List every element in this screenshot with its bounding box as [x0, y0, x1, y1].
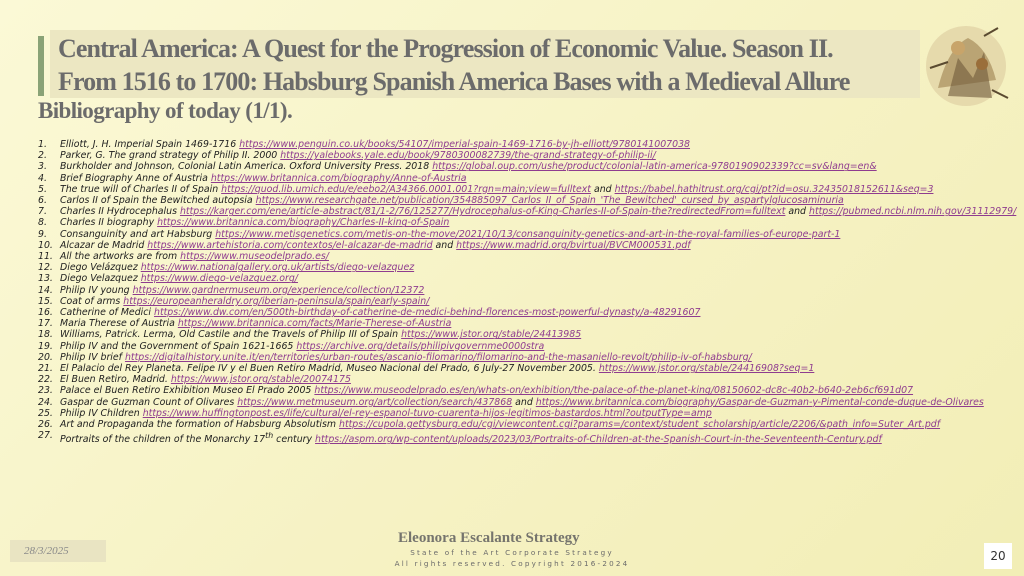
reference-link[interactable]: https://www.penguin.co.uk/books/54107/imperial-spain-1469-1716-by-jh-elliott/9780141007038	[239, 139, 691, 150]
reference-text: Elliott, J. H. Imperial Spain 1469-1716	[60, 139, 240, 150]
bibliography-item	[38, 408, 1024, 419]
reference-text: Brief Biography Anne of Austria	[60, 172, 211, 184]
item-number: 8.	[38, 217, 47, 229]
reference-text: Parker, G. The grand strategy of Philip II. 2000	[60, 150, 281, 162]
decorative-illustration-icon	[918, 18, 1014, 114]
bibliography-item	[38, 262, 1024, 273]
item-number: 10.	[38, 239, 53, 251]
item-number: 11.	[38, 251, 53, 263]
item-number: 23.	[38, 385, 53, 397]
item-number: 16.	[38, 307, 53, 319]
section-subtitle: Bibliography of today (1/1).	[38, 98, 293, 123]
reference-text: century	[273, 434, 316, 446]
item-number: 9.	[38, 228, 47, 240]
reference-link[interactable]: https://digitalhistory.unite.it/en/territories/urban-routes/ascanio-filomarino/filomarino-and-the-masaniello-revolt/philip-iv-of-habsburg/	[124, 351, 752, 363]
title-line-2: From 1516 to 1700: Habsburg Spanish America Bases with a Medieval Allure	[58, 67, 850, 96]
reference-link[interactable]: https://archive.org/details/philipivgovernme0000stra	[296, 340, 545, 352]
bibliography-item	[38, 430, 1024, 445]
bibliography-item	[38, 206, 1020, 217]
item-number: 14.	[38, 284, 53, 296]
item-number: 4.	[38, 172, 47, 184]
reference-link[interactable]: https://www.britannica.com/facts/Marie-Therese-of-Austria	[177, 318, 452, 330]
bibliography-item	[38, 139, 1024, 150]
reference-text: Williams, Patrick. Lerma, Old Castile and the Travels of Philip III of Spain	[60, 329, 402, 341]
item-number: 1.	[38, 139, 47, 150]
footer-tagline: State of the Art Corporate Strategy	[410, 548, 614, 557]
reference-link[interactable]: https://www.gardnermuseum.org/experience/collection/12372	[132, 284, 425, 296]
item-number: 5.	[38, 183, 47, 195]
bibliography-item	[38, 385, 1024, 396]
item-number: 7.	[38, 206, 47, 218]
item-number: 27.	[38, 430, 53, 442]
bibliography-item	[38, 229, 1024, 240]
item-number: 24.	[38, 396, 53, 408]
page-number: 20	[984, 543, 1012, 569]
bibliography-item	[38, 419, 1020, 430]
footer-author: Eleonora Escalante Strategy	[398, 530, 580, 546]
item-number: 19.	[38, 340, 53, 352]
reference-text: and	[512, 396, 536, 408]
bibliography-item	[38, 251, 1024, 262]
bibliography-item	[38, 341, 1024, 352]
reference-link[interactable]: https://www.museodelprado.es/en/whats-on/exhibition/the-palace-of-the-planet-king/08150602-dc8c-40b2-b640-2eb6cf691d07	[314, 385, 914, 397]
item-number: 15.	[38, 295, 53, 307]
reference-text: Philip IV young	[60, 284, 133, 296]
title-accent-bar	[38, 36, 44, 96]
reference-text: Art and Propaganda the formation of Habsburg Absolutism	[60, 419, 339, 431]
bibliography-item	[38, 217, 1024, 228]
reference-link[interactable]: https://babel.hathitrust.org/cgi/pt?id=osu.32435018152611&seq=3	[614, 183, 934, 195]
reference-text: The true will of Charles II of Spain	[60, 183, 222, 195]
item-number: 26.	[38, 419, 53, 431]
reference-link[interactable]: https://www.diego-velazquez.org/	[140, 273, 298, 285]
bibliography-item	[38, 307, 1024, 318]
bibliography-item	[38, 374, 1024, 385]
item-number: 2.	[38, 150, 47, 162]
item-number: 3.	[38, 161, 47, 173]
reference-text: Maria Therese of Austria	[60, 318, 178, 330]
reference-link[interactable]: https://www.huffingtonpost.es/life/cultural/el-rey-espanol-tuvo-cuarenta-hijos-legitimos-bastardos.html?outputType=amp	[142, 407, 712, 419]
reference-text: Portraits of the children of the Monarchy 17	[60, 434, 266, 446]
reference-link[interactable]: https://www.dw.com/en/500th-birthday-of-catherine-de-medici-behind-florences-most-powerful-dynasty/a-48291607	[154, 307, 701, 319]
reference-link[interactable]: https://aspm.org/wp-content/uploads/2023/03/Portraits-of-Children-at-the-Spanish-Court-in-the-Seventeenth-Century.pdf	[315, 434, 882, 446]
bibliography-item	[38, 397, 1020, 408]
bibliography-item	[38, 352, 1024, 363]
bibliography-item	[38, 285, 1024, 296]
reference-text: Coat of arms	[60, 295, 124, 307]
reference-link[interactable]: https://www.nationalgallery.org.uk/artists/diego-velazquez	[140, 262, 415, 274]
reference-text: Philip IV and the Government of Spain 1621-1665	[60, 340, 297, 352]
superscript-text: th	[265, 431, 274, 441]
bibliography-item	[38, 184, 1024, 195]
footer-copyright: All rights reserved. Copyright 2016-2024	[394, 559, 630, 568]
item-number: 13.	[38, 273, 53, 285]
reference-link[interactable]: https://global.oup.com/ushe/product/colonial-latin-america-9780190902339?cc=sv&lang=en&	[432, 161, 877, 173]
item-number: 21.	[38, 363, 53, 375]
bibliography-item	[38, 318, 1024, 329]
reference-text: El Buen Retiro, Madrid.	[60, 374, 171, 386]
reference-link[interactable]: https://www.britannica.com/biography/Anne-of-Austria	[210, 172, 467, 184]
reference-link[interactable]: https://www.jstor.org/stable/24416908?seq=1	[598, 363, 815, 375]
slide-title	[58, 32, 938, 98]
reference-text: and	[785, 206, 809, 218]
item-number: 22.	[38, 374, 53, 386]
reference-text: Philip IV Children	[60, 407, 143, 419]
reference-text: Philip IV brief	[60, 351, 125, 363]
reference-text: Catherine of Medici	[60, 307, 154, 319]
bibliography-item	[38, 173, 1024, 184]
reference-link[interactable]: https://www.metisgenetics.com/metis-on-the-move/2021/10/13/consanguinity-genetics-and-art-in-the-royal-families-of-europe-part-1	[215, 228, 841, 240]
reference-link[interactable]: https://www.britannica.com/biography/Charles-II-king-of-Spain	[157, 217, 450, 229]
reference-text: and	[590, 183, 615, 195]
reference-text: Diego Velazquez	[60, 273, 141, 285]
item-number: 6.	[38, 195, 47, 207]
title-line-1: Central America: A Quest for the Progression of Economic Value. Season II.	[58, 34, 833, 63]
reference-link[interactable]: https://www.metmuseum.org/art/collection/search/437868	[237, 396, 513, 408]
reference-link[interactable]: https://www.researchgate.net/publication/354885097_Carlos_II_of_Spain_'The_Bewitched'_cursed_by_aspartylglucosaminuria	[255, 195, 844, 207]
bibliography-item	[38, 150, 1024, 161]
reference-link[interactable]: https://www.madrid.org/bvirtual/BVCM000531.pdf	[456, 239, 691, 251]
reference-link[interactable]: https://quod.lib.umich.edu/e/eebo2/A34366.0001.001?rgn=main;view=fulltext	[221, 183, 591, 195]
reference-link[interactable]: https://www.museodelprado.es/	[180, 251, 329, 263]
reference-link[interactable]: https://europeanheraldry.org/iberian-peninsula/spain/early-spain/	[123, 295, 430, 307]
reference-text: Carlos II of Spain the Bewitched autopsia	[60, 195, 256, 207]
reference-text: Charles II Hydrocephalus	[60, 206, 180, 218]
reference-link[interactable]: https://www.jstor.org/stable/20074175	[170, 374, 351, 386]
item-number: 20.	[38, 351, 53, 363]
item-number: 18.	[38, 329, 53, 341]
item-number: 12.	[38, 262, 53, 274]
reference-link[interactable]: https://karger.com/ene/article-abstract/81/1-2/76/125277/Hydrocephalus-of-King-Charles-II-of-Spain-the?redirectedFrom=fulltext	[179, 206, 786, 218]
reference-text: All the artworks are from	[60, 251, 181, 263]
bibliography-item	[38, 273, 1024, 284]
reference-link[interactable]: https://yalebooks.yale.edu/book/9780300082739/the-grand-strategy-of-philip-ii/	[280, 150, 656, 162]
bibliography-item	[38, 363, 1024, 374]
reference-text: Alcazar de Madrid	[60, 239, 148, 251]
reference-link[interactable]: https://www.artehistoria.com/contextos/el-alcazar-de-madrid	[147, 239, 433, 251]
bibliography-list	[38, 139, 1024, 446]
item-number: 17.	[38, 318, 53, 330]
reference-text: and	[432, 239, 457, 251]
reference-text: Consanguinity and art Habsburg	[60, 228, 216, 240]
reference-text: Burkholder and Johnson, Colonial Latin America. Oxford University Press. 2018	[60, 161, 433, 173]
footer-date: 28/3/2025	[10, 540, 106, 562]
reference-text: Diego Velázquez	[60, 262, 141, 274]
reference-text: Charles II biography	[60, 217, 158, 229]
reference-text: Palace el Buen Retiro Exhibition Museo El Prado 2005	[60, 385, 315, 397]
item-number: 25.	[38, 407, 53, 419]
reference-link[interactable]: https://cupola.gettysburg.edu/cgi/viewcontent.cgi?params=/context/student_scholarship/article/2206/&path_info=Suter_Art.pdf	[339, 419, 941, 431]
bibliography-item	[38, 329, 1024, 340]
reference-text: Gaspar de Guzman Count of Olivares	[60, 396, 238, 408]
bibliography-item	[38, 240, 1024, 251]
reference-link[interactable]: https://www.britannica.com/biography/Gaspar-de-Guzman-y-Pimental-conde-duque-de-Olivares	[535, 396, 984, 408]
reference-text: El Palacio del Rey Planeta. Felipe IV y el Buen Retiro Madrid, Museo Nacional del Prado, 6 July-27 November 2005.	[60, 363, 599, 375]
reference-link[interactable]: https://pubmed.ncbi.nlm.nih.gov/31112979/	[809, 206, 1017, 218]
bibliography-item	[38, 296, 1024, 307]
bibliography-item	[38, 161, 1024, 172]
bibliography-item	[38, 195, 1024, 206]
reference-link[interactable]: https://www.jstor.org/stable/24413985	[401, 329, 582, 341]
